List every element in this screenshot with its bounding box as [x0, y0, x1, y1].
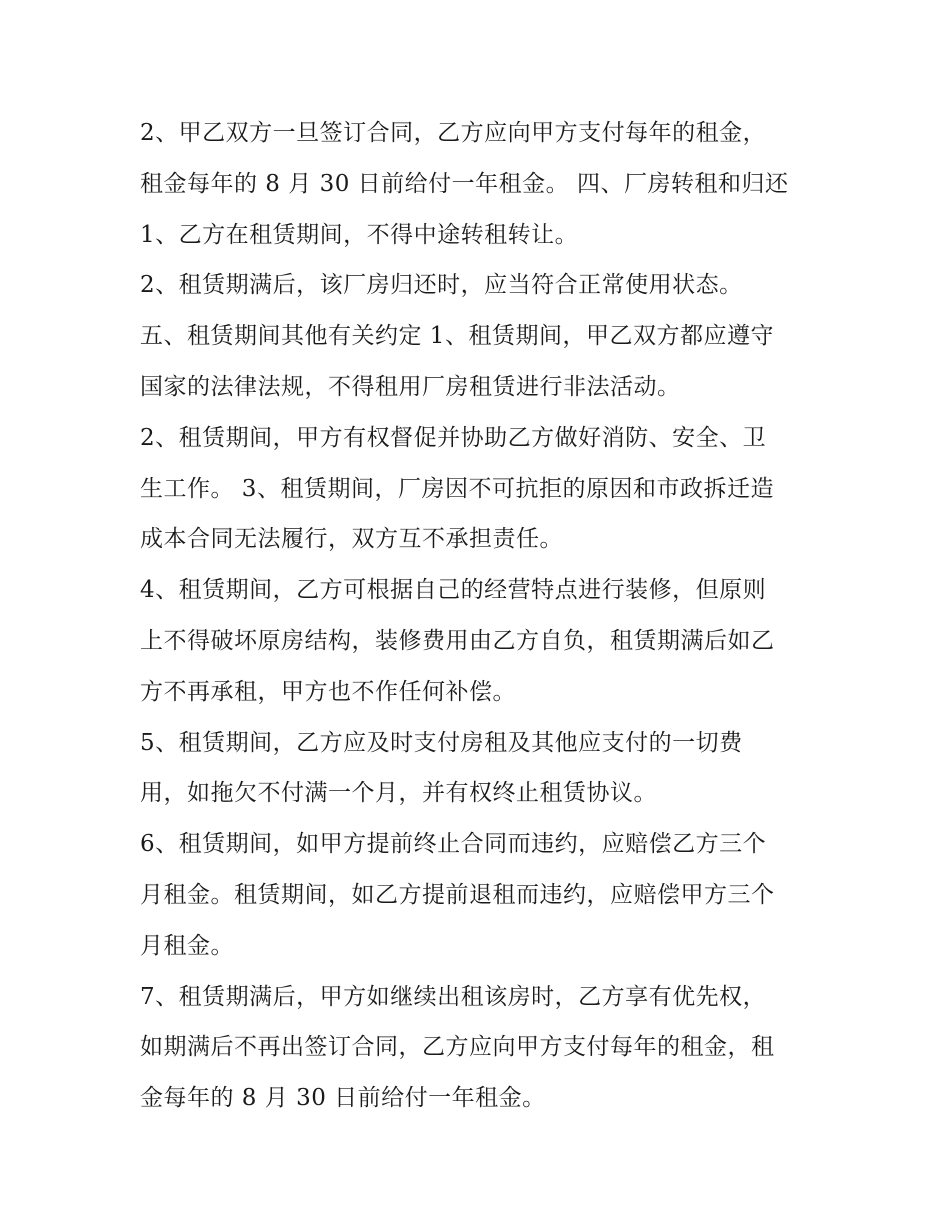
text-line: 五、租赁期间其他有关约定 1、租赁期间，甲乙双方都应遵守	[140, 323, 774, 350]
text-line: 上不得破坏原房结构，装修费用由乙方自负，租赁期满后如乙	[140, 627, 775, 654]
text-line: 用，如拖欠不付满一个月，并有权终止租赁协议。	[140, 780, 657, 807]
contract-text	[140, 108, 830, 1124]
text-line: 2、租赁期间，甲方有权督促并协助乙方做好消防、安全、卫	[140, 424, 767, 451]
text-line: 2、租赁期满后，该厂房归还时，应当符合正常使用状态。	[140, 272, 743, 299]
text-line: 7、租赁期满后，甲方如继续出租该房时，乙方享有优先权，	[140, 983, 767, 1010]
text-line: 2、甲乙双方一旦签订合同，乙方应向甲方支付每年的租金，	[140, 120, 767, 146]
text-line: 4、租赁期间，乙方可根据自己的经营特点进行装修，但原则	[140, 577, 767, 604]
text-line: 国家的法律法规，不得租用厂房租赁进行非法活动。	[140, 373, 681, 400]
text-line: 月租金。	[140, 932, 234, 959]
text-line: 如期满后不再出签订合同，乙方应向甲方支付每年的租金，租	[140, 1034, 775, 1061]
text-line: 租金每年的 8 月 30 日前给付一年租金。 四、厂房转租和归还	[140, 170, 789, 197]
text-line: 方不再承租，甲方也不作任何补偿。	[140, 678, 516, 705]
text-line: 生工作。 3、租赁期间，厂房因不可抗拒的原因和市政拆迁造	[140, 475, 774, 502]
text-line: 5、租赁期间，乙方应及时支付房租及其他应支付的一切费	[140, 729, 743, 756]
text-line: 1、乙方在租赁期间，不得中途转租转让。	[140, 221, 579, 248]
text-line: 月租金。租赁期间，如乙方提前退租而违约，应赔偿甲方三个	[140, 881, 775, 908]
text-line: 金每年的 8 月 30 日前给付一年租金。	[140, 1085, 546, 1112]
text-line: 成本合同无法履行，双方互不承担责任。	[140, 526, 563, 553]
text-line: 6、租赁期间，如甲方提前终止合同而违约，应赔偿乙方三个	[140, 831, 767, 858]
